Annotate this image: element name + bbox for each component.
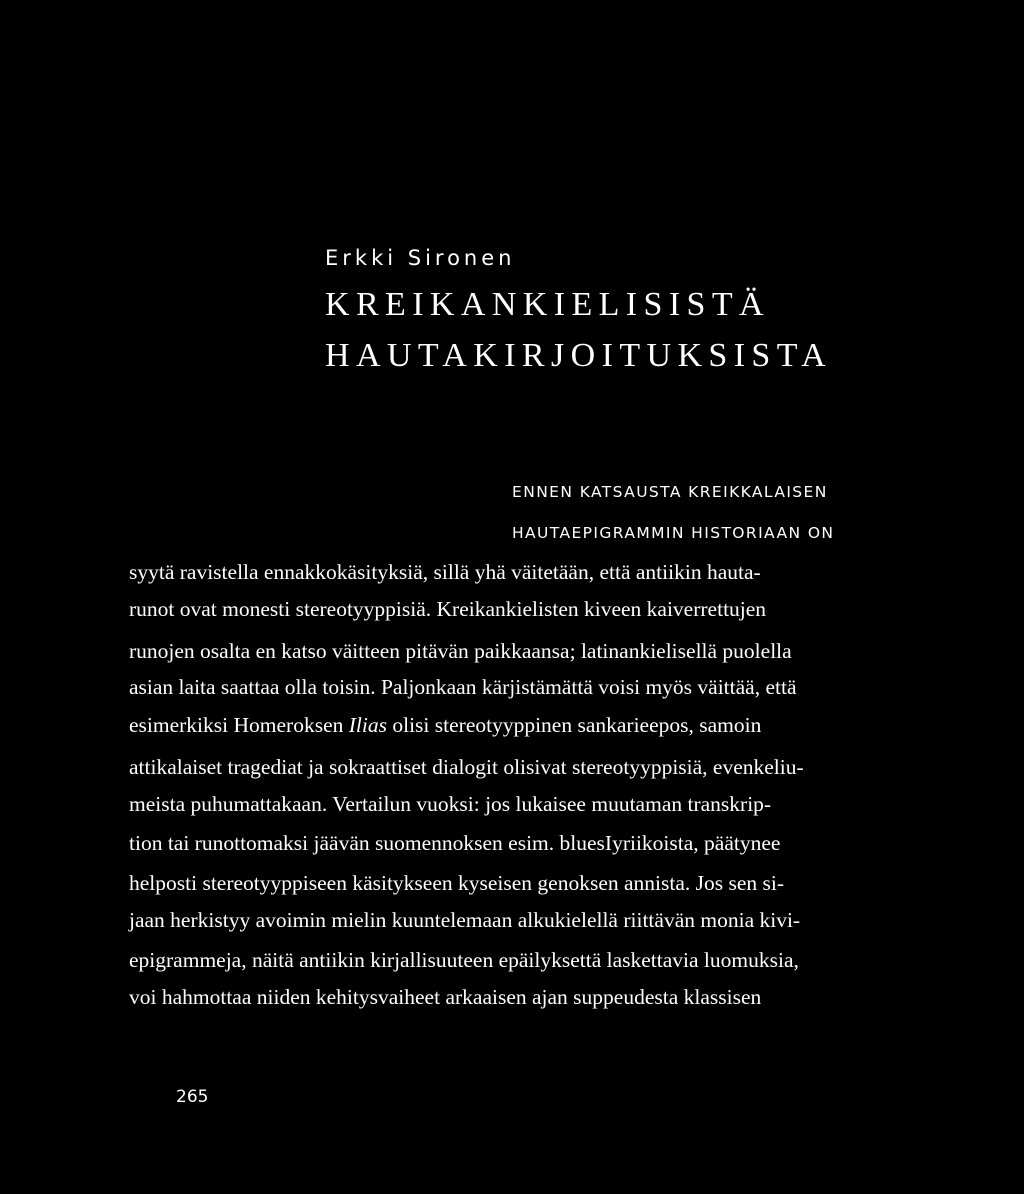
body-line: attikalaiset tragediat ja sokraattiset dialogit olisivat stereotyyppisiä, evenkeliu- <box>129 755 804 779</box>
body-line-text: esimerkiksi Homeroksen <box>129 713 349 737</box>
body-line: meista puhumattakaan. Vertailun vuoksi: jos lukaisee muutaman transkrip- <box>129 792 772 816</box>
article-title-line-2: HAUTAKIRJOITUKSISTA <box>325 337 833 374</box>
body-line: syytä ravistella ennakkokäsityksiä, sillä yhä väitetään, että antiikin hauta- <box>129 560 761 584</box>
body-line: helposti stereotyyppiseen käsitykseen kyseisen genoksen annista. Jos sen si- <box>129 871 785 895</box>
lead-in-line-2: HAUTAEPIGRAMMIN HISTORIAAN ON <box>512 524 835 542</box>
book-title-ilias: Ilias <box>348 713 387 737</box>
body-line: runot ovat monesti stereotyyppisiä. Kreikankielisten kiveen kaiverrettujen <box>129 597 767 621</box>
body-line-text: olisi stereotyyppinen sankarieepos, samoin <box>386 713 762 737</box>
body-line: jaan herkistyy avoimin mielin kuuntelemaan alkukielellä riittävän monia kivi- <box>129 908 801 932</box>
body-line: voi hahmottaa niiden kehitysvaiheet arkaaisen ajan suppeudesta klassisen <box>129 985 762 1009</box>
body-line: epigrammeja, näitä antiikin kirjallisuuteen epäilyksettä laskettavia luomuksia, <box>129 948 799 972</box>
article-title-line-1: KREIKANKIELISISTÄ <box>325 286 770 323</box>
lead-in-line-1: ENNEN KATSAUSTA KREIKKALAISEN <box>512 483 828 501</box>
body-line: tion tai runottomaksi jäävän suomennoksen esim. bluesIyriikoista, päätynee <box>129 831 781 855</box>
body-line: runojen osalta en katso väitteen pitävän paikkaansa; latinankielisellä puolella <box>129 639 792 663</box>
author-name: Erkki Sironen <box>325 246 516 270</box>
body-line <box>129 715 761 737</box>
page-number: 265 <box>176 1087 209 1107</box>
body-line: asian laita saattaa olla toisin. Paljonkaan kärjistämättä voisi myös väittää, että <box>129 675 797 699</box>
